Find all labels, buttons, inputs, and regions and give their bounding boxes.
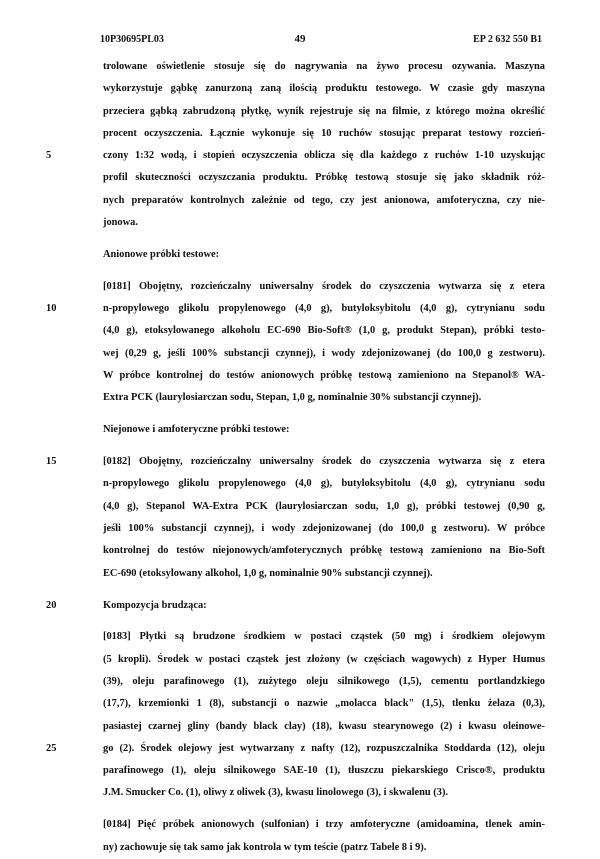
text-line: [0182] Obojętny, rozcieńczalny uniwersalny środek do czyszczenia wytwarza się z etera bbox=[103, 456, 545, 468]
line-number: 5 bbox=[46, 150, 52, 162]
text-line: jeśli 100% substancji czynnej), i wody zdejonizowanej (do 100,0 g zestworu). W próbce bbox=[103, 523, 545, 535]
text-line: [0183] Płytki są brudzone środkiem w postaci cząstek (50 mg) i środkiem olejowym bbox=[103, 631, 545, 643]
text-line: wej (0,29 g, jeśli 100% substancji czynnej), i wody zdejonizowanej (do 100,0 g zestworu). bbox=[103, 347, 545, 359]
text-line: pasiastej czarnej gliny (bandy black clay) (18), kwasu stearynowego (2) i kwasu oleinowe- bbox=[103, 720, 545, 732]
text-line: przeciera gąbką zabrudzoną płytkę, wynik rejestruje się na filmie, z którego można określić bbox=[103, 105, 545, 117]
text-line: kontrolnej do testów niejonowych/amfoterycznych próbkę testową zamieniono na Bio-Soft bbox=[103, 545, 545, 557]
text-line: procent oczyszczenia. Łącznie wykonuje się 10 ruchów stosując preparat testowy rozcień- bbox=[103, 127, 545, 139]
document-id: 10P30695PL03 bbox=[100, 34, 164, 45]
text-line: (39), oleju parafinowego (1), zużytego oleju silnikowego (1,5), cementu portlandzkiego bbox=[103, 675, 545, 687]
text-line: EC-690 (etoksylowany alkohol, 1,0 g, nominalnie 90% substancji czynnej). bbox=[103, 567, 433, 579]
text-line: n-propylowego glikolu propylenowego (4,0 g), butyloksybitolu (4,0 g), cytrynianu sodu bbox=[103, 303, 545, 315]
text-line: n-propylowego glikolu propylenowego (4,0 g), butyloksybitolu (4,0 g), cytrynianu sodu bbox=[103, 478, 545, 490]
text-line: W próbce kontrolnej do testów anionowych próbkę testową zamieniono na Stepanol® WA- bbox=[103, 370, 545, 382]
text-line: Kompozycja brudząca: bbox=[103, 599, 207, 611]
text-line: profil skuteczności oczyszczania produktu. Próbkę testową stosuje się jako składnik róż- bbox=[103, 172, 545, 184]
text-line: czony 1:32 wodą, i stopień oczyszczenia oblicza się dla każdego z ruchów 1-10 uzyskując bbox=[103, 150, 545, 162]
paragraph bbox=[103, 56, 545, 234]
line-number: 25 bbox=[46, 743, 57, 754]
paragraph bbox=[103, 626, 545, 804]
text-line: (17,7), krzemionki 1 (8), substancji o nazwie „molacca black" (1,5), tlenku żelaza (0,3), bbox=[103, 698, 545, 710]
text-line: jonowa. bbox=[103, 217, 138, 229]
text-line: Extra PCK (laurylosiarczan sodu, Stepan, 1,0 g, nominalnie 30% substancji czynnej). bbox=[103, 392, 482, 404]
text-line: wykorzystuje gąbkę zanurzoną zaną ilością produktu testowego. W czasie gdy maszyna bbox=[103, 83, 545, 95]
text-line: trolowane oświetlenie stosuje się do nagrywania na żywo procesu ozywania. Maszyna bbox=[103, 61, 545, 72]
line-number: 15 bbox=[46, 456, 57, 468]
text-line: (5 kropli). Środek w postaci cząstek jest złożony (w częściach wagowych) z Hyper Humus bbox=[103, 653, 545, 665]
patent-number: EP 2 632 550 B1 bbox=[473, 34, 542, 45]
section-heading bbox=[103, 419, 545, 441]
text-line: nych preparatów kontrolnych zależnie od tego, czy jest anionowa, amfoteryczna, czy nie- bbox=[103, 194, 545, 206]
page-number: 49 bbox=[294, 33, 306, 45]
text-line: parafinowego (1), oleju silnikowego SAE-10 (1), tłuszczu piekarskiego Crisco®, produktu bbox=[103, 765, 545, 777]
line-number: 10 bbox=[46, 303, 57, 315]
document-body bbox=[103, 56, 545, 859]
section-heading bbox=[103, 595, 545, 617]
text-line: (4,0 g), Stepanol WA-Extra PCK (laurylosiarczan sodu, 1,0 g), próbki testowej (0,90 g, bbox=[103, 500, 545, 512]
text-line: [0184] Pięć próbek anionowych (sulfonian) i trzy amfoteryczne (amidoamina, tlenek amin- bbox=[103, 819, 545, 831]
line-number: 20 bbox=[46, 599, 57, 611]
section-heading bbox=[103, 244, 545, 266]
text-line: Niejonowe i amfoteryczne próbki testowe: bbox=[103, 424, 290, 436]
paragraph bbox=[103, 276, 545, 410]
text-line: ny) zachowuje się tak samo jak kontrola w tym teście (patrz Tabele 8 i 9). bbox=[103, 841, 427, 853]
text-line: Anionowe próbki testowe: bbox=[103, 248, 220, 260]
text-line: [0181] Obojętny, rozcieńczalny uniwersalny środek do czyszczenia wytwarza się z etera bbox=[103, 280, 545, 292]
text-line: go (2). Środek olejowy jest wytwarzany z nafty (12), rozpuszczalnika Stoddarda (12), oleju bbox=[103, 742, 545, 754]
text-line: J.M. Smucker Co. (1), oliwy z oliwek (3), kwasu linolowego (3), i skwalenu (3). bbox=[103, 787, 449, 799]
paragraph bbox=[103, 451, 545, 585]
paragraph bbox=[103, 814, 545, 859]
text-line: (4,0 g), etoksylowanego alkoholu EC-690 Bio-Soft® (1,0 g, produkt Stepan), próbki testo- bbox=[103, 325, 545, 337]
